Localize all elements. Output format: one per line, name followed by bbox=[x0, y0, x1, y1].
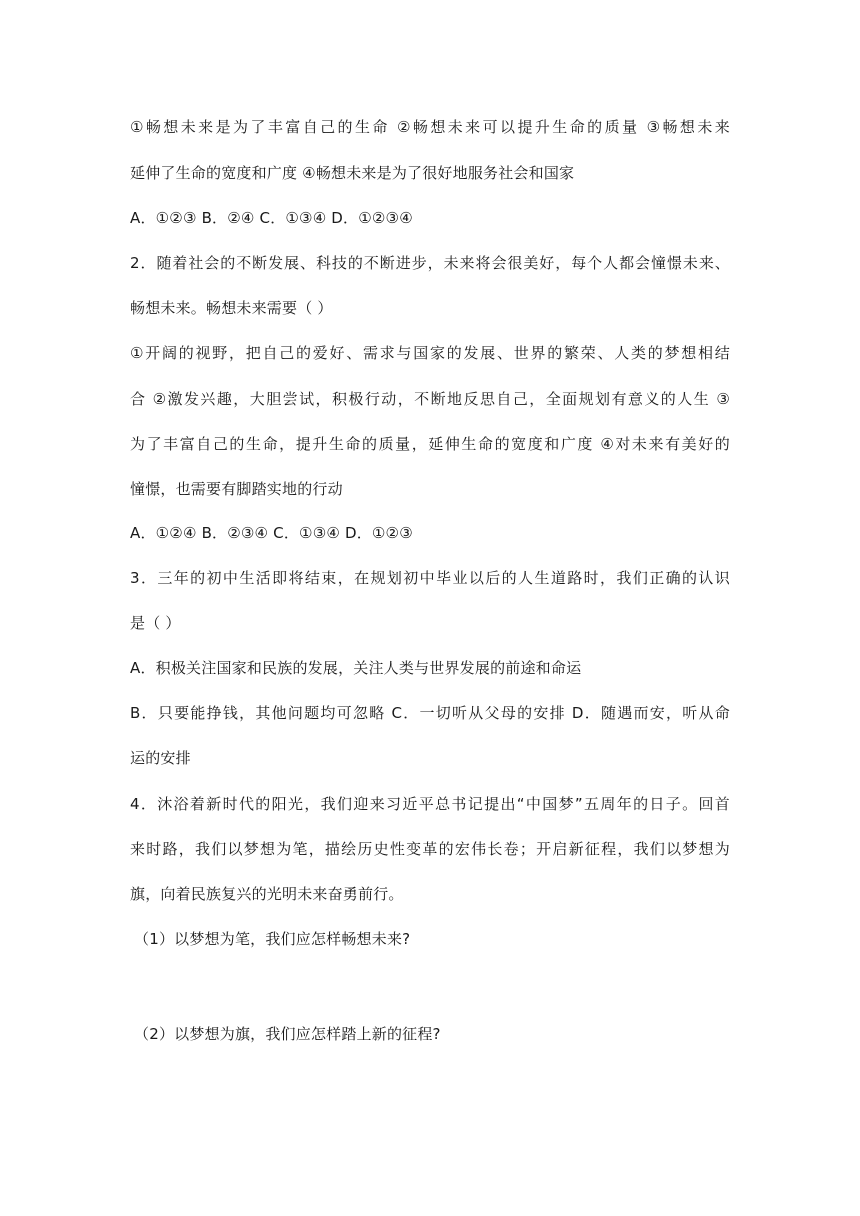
q3-choices-bcd: B．只要能挣钱，其他问题均可忽略 C．一切听从父母的安排 D．随遇而安，听从命 bbox=[130, 704, 730, 722]
q3-choices-bcd-cont: 运的安排 bbox=[130, 749, 191, 767]
q1-choices: A．①②③ B．②④ C．①③④ D．①②③④ bbox=[130, 209, 413, 227]
q4-stem-line-3: 旗，向着民族复兴的光明未来奋勇前行。 bbox=[130, 885, 404, 903]
q4-stem-line-1: 4．沐浴着新时代的阳光，我们迎来习近平总书记提出“中国梦”五周年的日子。回首 bbox=[130, 795, 730, 813]
q2-stem-line-1: 2．随着社会的不断发展、科技的不断进步，未来将会很美好，每个人都会憧憬未来、 bbox=[130, 254, 730, 272]
q3-stem-line-2: 是（ ） bbox=[130, 614, 181, 632]
q2-options-line-1: ①开阔的视野，把自己的爱好、需求与国家的发展、世界的繁荣、人类的梦想相结 bbox=[130, 344, 730, 362]
q2-options-line-2: 合 ②激发兴趣，大胆尝试，积极行动，不断地反思自己，全面规划有意义的人生 ③ bbox=[130, 390, 730, 408]
q4-stem-line-2: 来时路，我们以梦想为笔，描绘历史性变革的宏伟长卷；开启新征程，我们以梦想为 bbox=[130, 840, 730, 858]
q1-options-line-2: 延伸了生命的宽度和广度 ④畅想未来是为了很好地服务社会和国家 bbox=[130, 164, 575, 182]
q4-subquestion-2: （2）以梦想为旗，我们应怎样踏上新的征程? bbox=[134, 1025, 441, 1043]
q2-options-line-3: 为了丰富自己的生命，提升生命的质量，延伸生命的宽度和广度 ④对未来有美好的 bbox=[130, 435, 730, 453]
q1-options-line-1: ①畅想未来是为了丰富自己的生命 ②畅想未来可以提升生命的质量 ③畅想未来 bbox=[130, 118, 730, 136]
q2-options-line-4: 憧憬，也需要有脚踏实地的行动 bbox=[130, 480, 343, 498]
q3-choice-a: A．积极关注国家和民族的发展，关注人类与世界发展的前途和命运 bbox=[130, 659, 582, 677]
q2-choices: A．①②④ B．②③④ C．①③④ D．①②③ bbox=[130, 524, 413, 542]
q2-stem-line-2: 畅想未来。畅想未来需要（ ） bbox=[130, 299, 333, 317]
q4-subquestion-1: （1）以梦想为笔，我们应怎样畅想未来? bbox=[134, 930, 411, 948]
q3-stem-line-1: 3．三年的初中生活即将结束，在规划初中毕业以后的人生道路时，我们正确的认识 bbox=[130, 569, 730, 587]
